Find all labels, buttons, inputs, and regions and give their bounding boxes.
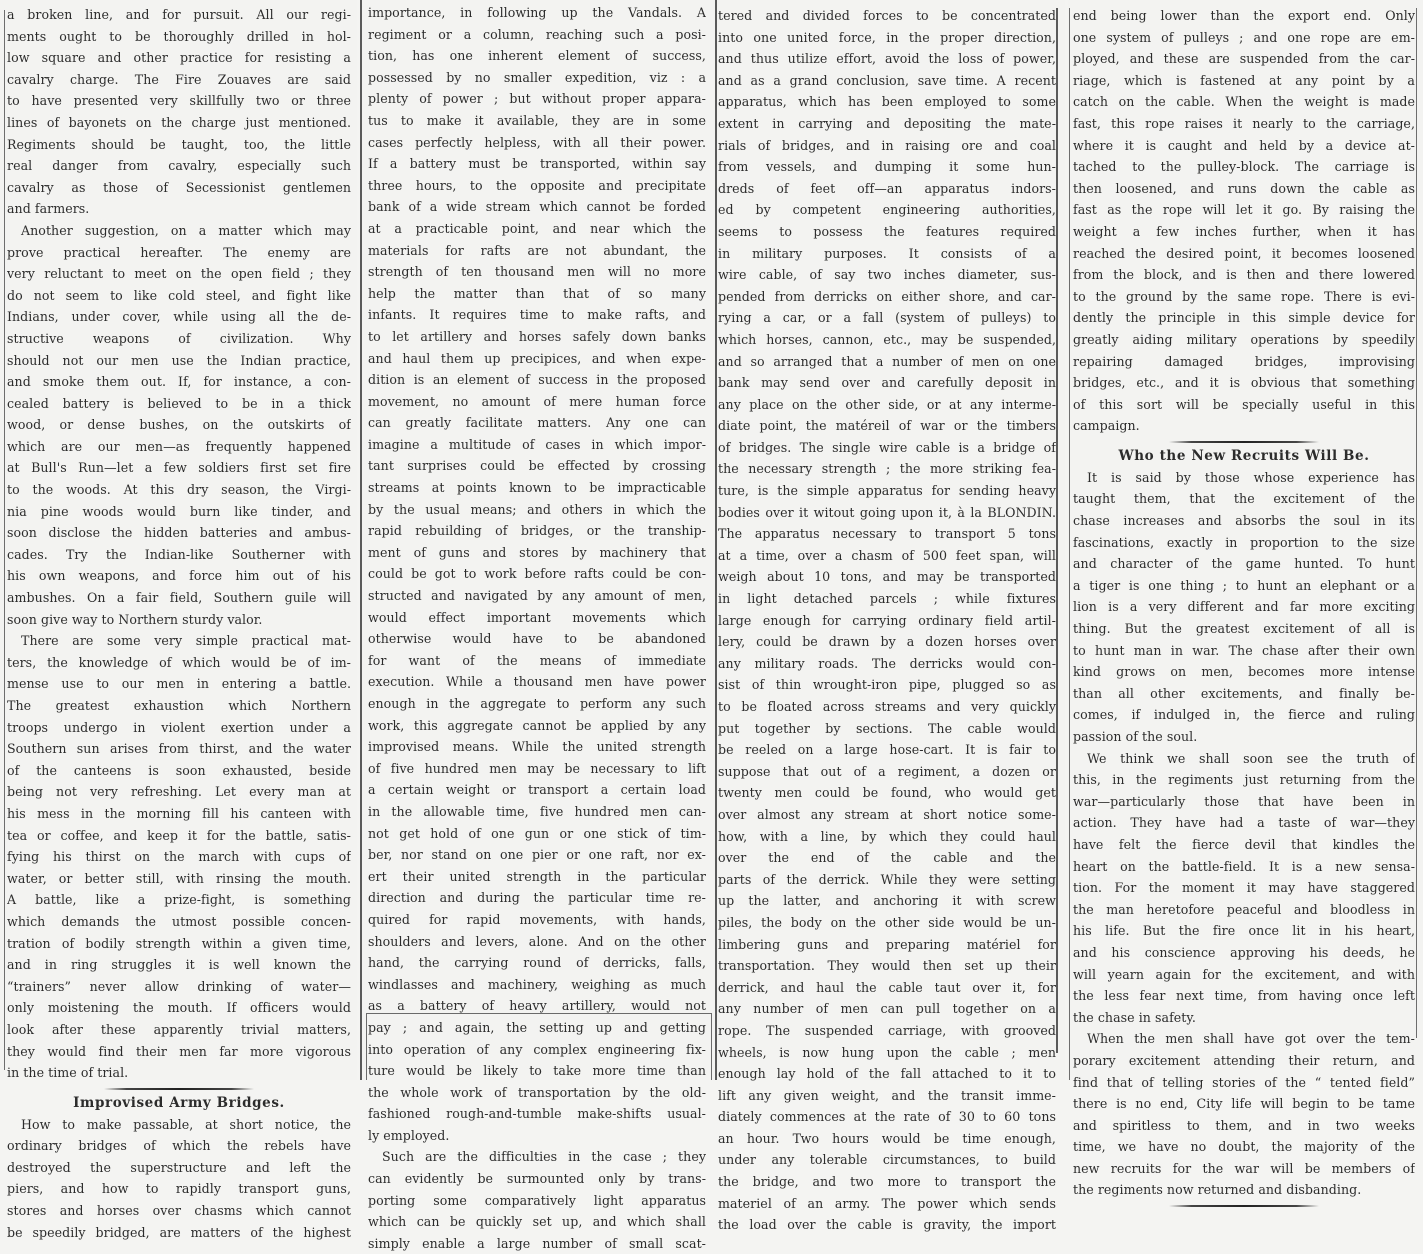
- text-line: in military purposes. It consists of a: [718, 245, 1056, 261]
- text-line: by the usual means; and others in which the: [368, 501, 706, 517]
- text-line: ert their united strength in the particular: [368, 868, 706, 884]
- text-line: suppose that out of a regiment, a dozen or: [718, 763, 1056, 779]
- text-line: where it is caught and held by a device at-: [1073, 137, 1415, 153]
- text-line: the load over the cable is gravity, the import: [718, 1217, 1056, 1233]
- text-line: heart on the battle-field. It is a new sensa-: [1073, 858, 1415, 874]
- text-line: How to make passable, at short notice, the: [21, 1116, 351, 1132]
- text-line: be reeled on a large hose-cart. It is fair to: [718, 742, 1056, 758]
- text-line: soon give way to Northern sturdy valor.: [7, 611, 263, 627]
- text-line: bank of a wide stream which cannot be forded: [368, 199, 706, 215]
- text-line: to the ground by the same rope. There is evi-: [1073, 288, 1415, 304]
- text-line: be speedily bridged, are matters of the highest: [7, 1224, 351, 1240]
- text-line: fascinations, exactly in proportion to the size: [1073, 534, 1415, 550]
- column-3-text: [718, 5, 1056, 1236]
- text-line: and smoke them out. If, for instance, a con-: [7, 374, 351, 390]
- text-line: end being lower than the export end. Only: [1073, 8, 1415, 23]
- section-divider: [1169, 441, 1319, 443]
- text-line: thing. But the greatest excitement of all is: [1073, 621, 1415, 637]
- text-line: dently the principle in this simple device for: [1073, 310, 1415, 326]
- column-3-right-rule: [1056, 8, 1058, 1053]
- text-line: tion, has one inherent element of success,: [368, 48, 706, 64]
- text-line: do not seem to like cold steel, and fight like: [7, 287, 351, 303]
- text-line: nia pine woods would burn like tinder, and: [7, 503, 351, 519]
- text-line: than all other excitements, and finally be-: [1073, 685, 1415, 701]
- column-4-left-rule: [1069, 8, 1070, 1080]
- text-line: lift any given weight, and the transit imme-: [718, 1087, 1056, 1103]
- text-line: greatly aiding military operations by speedily: [1073, 331, 1415, 347]
- text-line: rope. The suspended carriage, with grooved: [718, 1022, 1056, 1038]
- text-line: lines of bayonets on the charge just mentioned.: [7, 114, 351, 130]
- text-line: simply enable a large number of small scat-: [368, 1235, 706, 1251]
- text-line: any place on the other side, or at any interme-: [718, 396, 1056, 412]
- text-line: pay ; and again, the setting up and getting: [368, 1019, 706, 1035]
- text-line: the less fear next time, from having once left: [1073, 988, 1415, 1004]
- text-line: find that of telling stories of the “ tented field”: [1073, 1074, 1415, 1090]
- text-line: structive weapons of civilization. Why: [7, 330, 351, 346]
- text-line: a certain weight or transport a certain load: [368, 782, 706, 798]
- text-line: tion. For the moment it may have staggered: [1073, 880, 1415, 896]
- text-line: Regiments should be taught, too, the little: [7, 136, 351, 152]
- text-line: kind grows on men, becomes more intense: [1073, 664, 1415, 680]
- text-line: which can be quickly set up, and which shall: [368, 1214, 706, 1230]
- text-line: diate point, the matéreil of war or the timbers: [718, 418, 1056, 434]
- text-line: an hour. Two hours would be time enough,: [718, 1130, 1056, 1146]
- text-line: chase increases and absorbs the soul in its: [1073, 513, 1415, 529]
- text-line: his own weapons, and force him out of his: [7, 568, 351, 584]
- text-line: over almost any stream at short notice some-: [718, 806, 1056, 822]
- text-line: under any tolerable circumstances, to build: [718, 1152, 1056, 1168]
- text-line: otherwise would have to be abandoned: [368, 631, 706, 647]
- text-line: they would find their men far more vigorous: [7, 1043, 351, 1059]
- text-line: tus to make it available, they are in some: [368, 112, 706, 128]
- text-line: which horses, cannon, etc., may be suspended,: [718, 331, 1056, 347]
- text-line: very reluctant to meet on the open field ; they: [7, 266, 351, 282]
- text-line: to hunt man in war. The chase after their own: [1073, 642, 1415, 658]
- text-line: imagine a multitude of cases in which impor-: [368, 436, 706, 452]
- column-rule-2-3: [715, 0, 717, 1080]
- column-2-paste-box: [366, 1013, 712, 1080]
- text-line: and farmers.: [7, 201, 90, 217]
- text-line: passion of the soul.: [1073, 729, 1198, 744]
- text-line: the necessary strength ; the more striking fea-: [718, 461, 1056, 477]
- text-line: direction and during the particular time re-: [368, 890, 706, 906]
- text-line: in the allowable time, five hundred men can-: [368, 803, 706, 819]
- text-line: weigh about 10 tons, and may be transported: [718, 569, 1056, 585]
- text-line: possessed by no smaller expedition, viz : a: [368, 69, 706, 85]
- text-line: streams at points known to be impracticable: [368, 480, 706, 496]
- text-line: the whole work of transportation by the old-: [368, 1084, 706, 1100]
- text-line: wheels, is now hung upon the cable ; men: [718, 1044, 1056, 1060]
- text-line: a tiger is one thing ; to hunt an elephant or a: [1073, 577, 1415, 593]
- text-line: to be floated across streams and very quickly: [718, 699, 1056, 714]
- text-line: any number of men can pull together on a: [718, 1001, 1056, 1017]
- text-line: being not very refreshing. Let every man at: [7, 784, 351, 800]
- text-line: have felt the fierce devil that kindles the: [1073, 836, 1415, 852]
- text-line: reached the desired point, it becomes loosened: [1073, 245, 1415, 261]
- text-line: importance, in following up the Vandals. A: [368, 5, 706, 20]
- text-line: taught them, that the excitement of the: [1073, 491, 1415, 507]
- column-4-right-rule: [1416, 8, 1417, 1038]
- text-line: soon disclose the hidden batteries and ambus-: [7, 525, 351, 541]
- text-line: into operation of any complex engineering fix-: [368, 1041, 706, 1057]
- text-line: and character of the game hunted. To hunt: [1073, 556, 1415, 572]
- text-line: the regiments now returned and disbanding.: [1073, 1182, 1362, 1198]
- column-1-left-rule: [4, 10, 5, 1070]
- text-line: Southern sun arises from thirst, and the water: [7, 741, 351, 757]
- text-line: his life. But the fire once lit in his heart,: [1073, 923, 1415, 939]
- text-line: and as a grand conclusion, save time. A recent: [718, 72, 1056, 88]
- text-line: tea or coffee, and keep it for the battle, satis-: [7, 827, 351, 843]
- text-line: and haul them up precipices, and when expe-: [368, 350, 706, 366]
- text-line: in light detached parcels ; while fixtures: [718, 591, 1056, 607]
- text-line: bodies over it witout going upon it, à la BLONDIN.: [718, 504, 1056, 520]
- text-line: wire cable, of say two inches diameter, sus-: [718, 267, 1056, 283]
- text-line: ly employed.: [368, 1127, 450, 1143]
- text-line: ture, is the simple apparatus for sending heavy: [718, 483, 1056, 499]
- text-line: windlasses and machinery, weighing as much: [368, 976, 706, 992]
- text-line: infants. It requires time to make rafts, and: [368, 307, 706, 323]
- text-line: shoulders and levers, alone. And on the other: [368, 933, 706, 949]
- text-line: sist of thin wrought-iron pipe, plugged so as: [718, 677, 1056, 693]
- text-line: one system of pulleys ; and one rope are em-: [1073, 29, 1415, 45]
- column-4-text: [1073, 5, 1415, 1209]
- text-line: over the end of the cable and the: [718, 850, 1056, 866]
- text-line: could be got to work before rafts could be con-: [368, 566, 706, 582]
- text-line: ployed, and these are suspended from the car-: [1073, 51, 1415, 67]
- text-line: time, we have no doubt, the majority of the: [1073, 1139, 1415, 1155]
- text-line: cealed battery is believed to be in a thick: [7, 395, 351, 411]
- text-line: execution. While a thousand men have power: [368, 674, 706, 690]
- text-line: cades. Try the Indian-like Southerner with: [7, 546, 351, 562]
- text-line: tached to the pulley-block. The carriage is: [1073, 159, 1415, 175]
- text-line: materiel of an army. The power which sends: [718, 1195, 1056, 1211]
- text-line: to the woods. At this dry season, the Virgi-: [7, 482, 351, 498]
- text-line: would effect important movements which: [368, 609, 706, 625]
- text-line: regiment or a column, reaching such a posi-: [368, 26, 706, 42]
- text-line: ture would be likely to take more time than: [368, 1063, 706, 1079]
- text-line: cavalry as those of Secessionist gentlemen: [7, 179, 351, 195]
- text-line: the bridge, and two more to transport the: [718, 1174, 1056, 1190]
- text-line: ber, nor stand on one pier or one raft, nor ex-: [368, 847, 706, 863]
- text-line: only moistening the mouth. If officers would: [7, 1000, 351, 1016]
- text-line: rapid rebuilding of bridges, or the tranship-: [368, 523, 706, 539]
- text-line: stores and horses over chasms which cannot: [7, 1203, 351, 1219]
- text-line: cases perfectly helpless, with all their power.: [368, 134, 706, 150]
- text-line: then loosened, and runs down the cable as: [1073, 180, 1415, 196]
- text-line: A battle, like a prize-fight, is something: [7, 892, 351, 908]
- text-line: fast as the rope will let it go. By raising the: [1073, 202, 1415, 218]
- text-line: twenty men could be found, who would get: [718, 785, 1056, 801]
- text-line: look after these apparently trivial matters,: [7, 1021, 351, 1037]
- text-line: of this sort will be specially useful in this: [1073, 396, 1415, 412]
- text-line: which are our men—as frequently happened: [7, 438, 351, 454]
- text-line: transportation. They would then set up their: [718, 958, 1056, 974]
- text-line: water, or better still, with rinsing the mouth.: [7, 870, 351, 886]
- article-headline: Improvised Army Bridges.: [73, 1094, 285, 1111]
- text-line: fying his thirst on the march with cups of: [7, 849, 351, 865]
- text-line: low square and other practice for resisting a: [7, 50, 351, 66]
- text-line: campaign.: [1073, 418, 1140, 434]
- text-line: weight a few inches further, when it has: [1073, 223, 1415, 239]
- text-line: There are some very simple practical mat-: [21, 633, 351, 649]
- text-line: mense use to our men in entering a battle.: [7, 676, 351, 692]
- text-line: can evidently be surmounted only by trans-: [368, 1171, 706, 1187]
- text-line: which demands the utmost possible concen-: [7, 913, 351, 929]
- text-line: ters, the knowledge of which would be of im-: [7, 654, 351, 670]
- text-line: It is said by those whose experience has: [1087, 469, 1415, 485]
- text-line: piers, and how to rapidly transport guns,: [7, 1181, 351, 1197]
- text-line: The apparatus necessary to transport 5 tons: [718, 526, 1056, 542]
- text-line: dition is an element of success in the proposed: [368, 372, 706, 388]
- section-divider: [104, 1088, 254, 1090]
- text-line: new recruits for the war will be members of: [1073, 1160, 1415, 1176]
- text-line: Such are the difficulties in the case ; they: [382, 1149, 706, 1165]
- text-line: bridges, etc., and it is obvious that something: [1073, 375, 1415, 391]
- text-line: lery, could be drawn by a dozen horses over: [718, 634, 1056, 650]
- text-line: there is no end, City life will begin to be tame: [1073, 1096, 1415, 1112]
- text-line: real danger from cavalry, especially such: [7, 158, 351, 174]
- text-line: derrick, and haul the cable taut over it, for: [718, 979, 1056, 995]
- text-line: rials of bridges, and in raising ore and coal: [718, 137, 1056, 153]
- text-line: piles, the body on the other side would be un-: [718, 914, 1056, 930]
- text-line: fashioned rough-and-tumble make-shifts usual-: [368, 1106, 706, 1122]
- column-rule-1-2: [360, 0, 362, 1080]
- text-line: pended from derricks on either shore, and car-: [718, 288, 1056, 304]
- text-line: improvised means. While the united strength: [368, 739, 706, 755]
- text-line: his mess in the morning fill his canteen with: [7, 805, 351, 821]
- text-line: parts of the derrick. While they were setting: [718, 871, 1056, 887]
- text-line: bank may send over and carefully deposit in: [718, 375, 1056, 391]
- text-line: Indians, under cover, while using all the de-: [7, 309, 351, 325]
- text-line: repairing damaged bridges, improvising: [1073, 353, 1415, 369]
- text-line: the chase in safety.: [1073, 1009, 1196, 1025]
- text-line: to have presented very skillfully two or three: [7, 93, 351, 109]
- text-line: any military roads. The derricks would con-: [718, 655, 1056, 671]
- text-line: at a practicable point, and near which the: [368, 220, 706, 236]
- text-line: and thus utilize effort, avoid the loss of power,: [718, 51, 1056, 67]
- text-line: enough in the aggregate to perform any such: [368, 696, 706, 711]
- text-line: for want of the means of immediate: [368, 652, 706, 668]
- text-line: enough lay hold of the fall attached to it to: [718, 1066, 1056, 1082]
- text-line: tant surprises could be effected by crossing: [368, 458, 706, 474]
- text-line: of five hundred men may be necessary to lift: [368, 760, 706, 776]
- text-line: lion is a very different and far more exciting: [1073, 599, 1415, 615]
- text-line: strength of ten thousand men will no more: [368, 264, 706, 280]
- text-line: extent in carrying and depositing the mate-: [718, 115, 1056, 131]
- text-line: tration of bodily strength within a given time,: [7, 935, 351, 951]
- text-line: large enough for carrying ordinary field artil-: [718, 612, 1056, 628]
- text-line: movement, no amount of mere human force: [368, 393, 706, 409]
- text-line: of the canteens is soon exhausted, beside: [7, 762, 351, 778]
- text-line: porting some comparatively light apparatus: [368, 1192, 706, 1208]
- text-line: not get hold of one gun or one stick of tim-: [368, 825, 706, 841]
- text-line: materials for rafts are not abundant, the: [368, 242, 706, 258]
- text-line: can greatly facilitate matters. Any one can: [368, 415, 706, 431]
- text-line: rying a car, or a fall (system of pulleys) to: [718, 310, 1056, 326]
- text-line: ed by competent engineering authorities,: [718, 202, 1056, 218]
- text-line: limbering guns and preparing matériel for: [718, 936, 1056, 952]
- text-line: a broken line, and for pursuit. All our regi-: [7, 7, 351, 22]
- text-line: dreds of feet off—an apparatus indors-: [718, 180, 1056, 196]
- text-line: ordinary bridges of which the rebels have: [7, 1138, 351, 1154]
- text-line: comes, if indulged in, the fierce and ruling: [1073, 707, 1415, 723]
- text-line: work, this aggregate cannot be applied by any: [368, 717, 706, 733]
- text-line: ambushes. On a fair field, Southern guile will: [7, 590, 351, 606]
- text-line: tered and divided forces to be concentrated: [718, 8, 1056, 23]
- text-line: war—particularly those that have been in: [1073, 793, 1415, 809]
- text-line: plenty of power ; but without proper appara-: [368, 91, 706, 107]
- text-line: will yearn again for the excitement, and with: [1073, 966, 1415, 982]
- text-line: structed and navigated by any amount of men,: [368, 588, 706, 604]
- text-line: troops undergo in violent exertion under a: [7, 719, 351, 735]
- text-line: this, in the regiments just returning from the: [1073, 772, 1415, 788]
- end-divider: [1169, 1205, 1319, 1207]
- text-line: fast, this rope raises it nearly to the carriage,: [1073, 115, 1415, 131]
- text-line: at a time, over a chasm of 500 feet span, will: [718, 547, 1056, 563]
- text-line: at Bull's Run—let a few soldiers first set fire: [7, 460, 351, 476]
- text-line: should not our men use the Indian practice,: [7, 352, 351, 368]
- text-line: and spiritless to them, and in two weeks: [1073, 1117, 1415, 1133]
- article-headline: Who the New Recruits Will Be.: [1118, 447, 1370, 464]
- text-line: If a battery must be transported, within say: [368, 156, 706, 172]
- text-line: and his conscience approving his deeds, he: [1073, 944, 1415, 960]
- text-line: the man heretofore peaceful and bloodless in: [1073, 901, 1415, 917]
- text-line: and in ring struggles it is well known the: [7, 957, 351, 973]
- text-line: hand, the carrying round of derricks, falls,: [368, 955, 706, 971]
- text-line: The greatest exhaustion which Northern: [7, 698, 351, 713]
- text-line: When the men shall have got over the tem-: [1087, 1031, 1415, 1047]
- text-line: to let artillery and horses safely down banks: [368, 328, 706, 344]
- text-line: quired for rapid movements, with hands,: [368, 911, 706, 927]
- text-line: catch on the cable. When the weight is made: [1073, 94, 1415, 110]
- text-line: action. They have had a taste of war—they: [1073, 815, 1415, 831]
- text-line: from vessels, and dumping it some hun-: [718, 159, 1056, 175]
- text-line: and so arranged that a number of men on one: [718, 353, 1056, 369]
- text-line: “trainers” never allow drinking of water—: [7, 978, 351, 994]
- text-line: help the matter than that of so many: [368, 285, 706, 301]
- text-line: ments ought to be thoroughly drilled in hol-: [7, 28, 351, 44]
- text-line: wood, or dense bushes, on the outskirts of: [7, 417, 351, 433]
- text-line: riage, which is fastened at any point by a: [1073, 72, 1415, 88]
- text-line: put together by sections. The cable would: [718, 720, 1056, 736]
- text-line: ment of guns and stores by machinery that: [368, 544, 706, 560]
- text-line: up the latter, and anchoring it with screw: [718, 893, 1056, 909]
- text-line: into one united force, in the proper direction,: [718, 29, 1056, 45]
- text-line: destroyed the superstructure and left the: [7, 1159, 351, 1175]
- text-line: of bridges. The single wire cable is a bridge of: [718, 439, 1056, 455]
- text-line: diately commences at the rate of 30 to 60 tons: [718, 1109, 1056, 1125]
- text-line: in the time of trial.: [7, 1065, 129, 1081]
- text-line: how, with a line, by which they could haul: [718, 828, 1056, 844]
- text-line: We think we shall soon see the truth of: [1087, 750, 1415, 766]
- text-line: porary excitement attending their return, and: [1073, 1052, 1415, 1068]
- text-line: seems to possess the features required: [718, 223, 1056, 239]
- text-line: as a battery of heavy artillery, would not: [368, 998, 706, 1014]
- text-line: cavalry charge. The Fire Zouaves are said: [7, 71, 351, 87]
- text-line: from the block, and is then and there lowered: [1073, 267, 1415, 283]
- text-line: Another suggestion, on a matter which may: [21, 222, 351, 238]
- text-line: three hours, to the opposite and precipitate: [368, 177, 706, 193]
- text-line: apparatus, which has been employed to some: [718, 94, 1056, 110]
- text-line: prove practical hereafter. The enemy are: [7, 244, 351, 260]
- column-1-text: [7, 4, 351, 1243]
